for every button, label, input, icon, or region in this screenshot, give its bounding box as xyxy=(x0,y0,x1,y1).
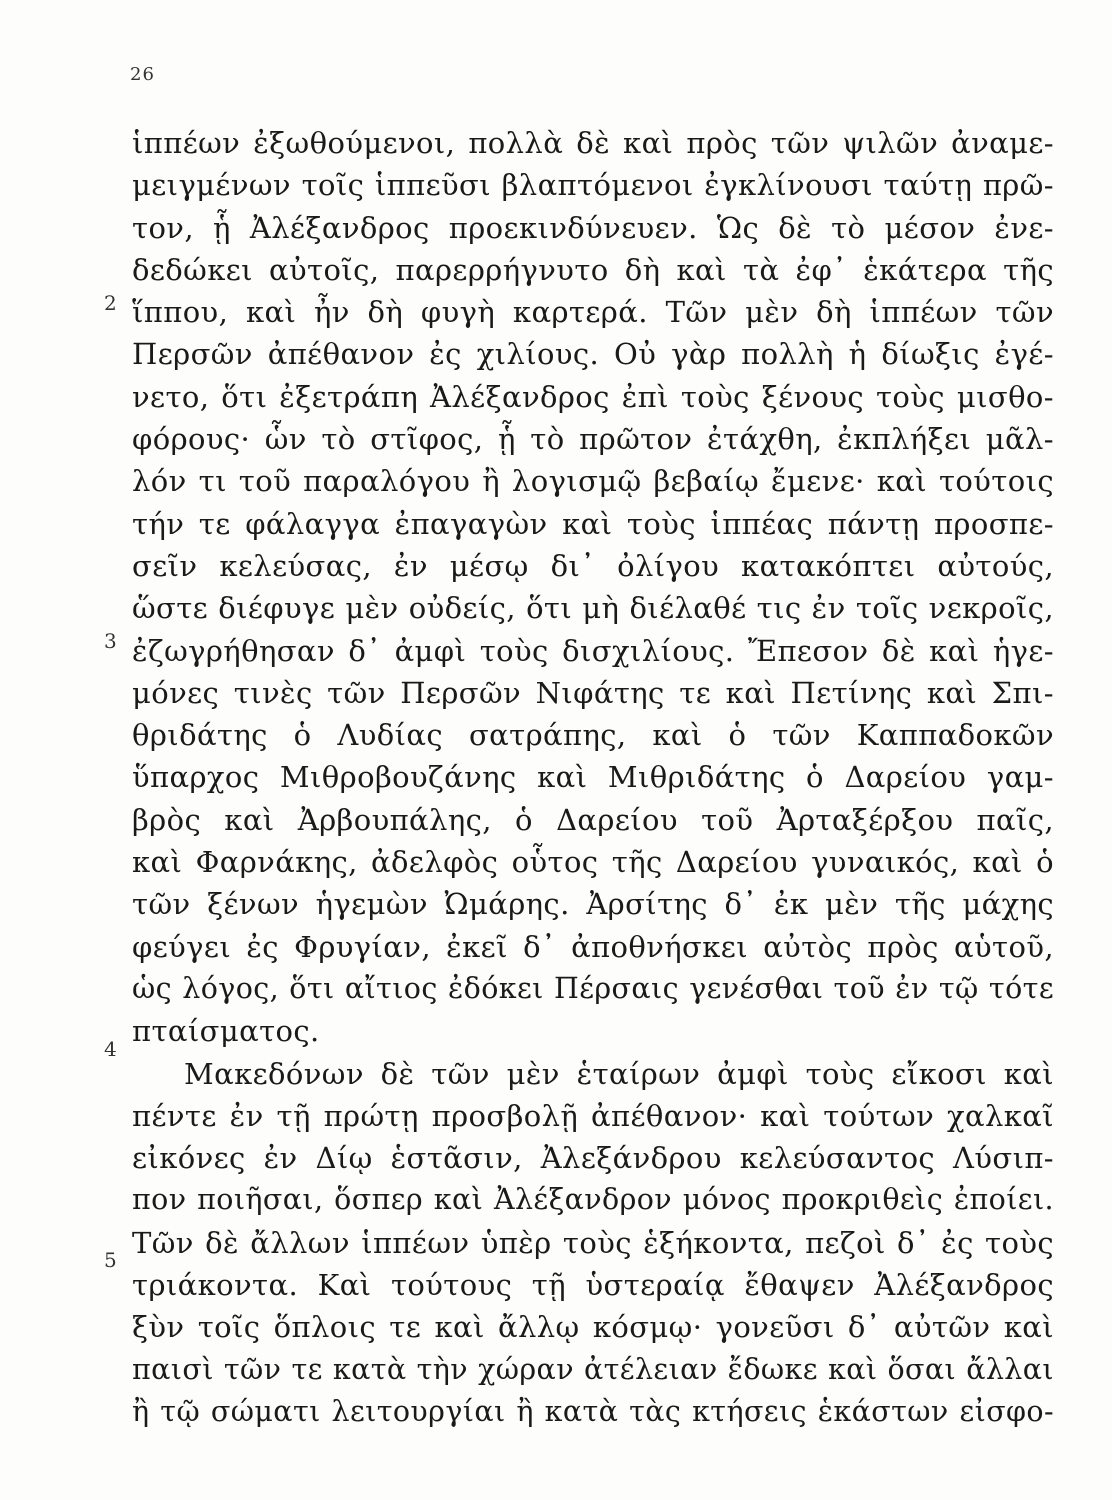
text-line: Τῶν δὲ ἄλλων ἱππέων ὑπὲρ τοὺς ἑξήκοντα, πεζοὶ δ᾽ ἐς τοὺς xyxy=(132,1225,1054,1260)
body-text xyxy=(132,122,1054,1433)
text-line: ξὺν τοῖς ὅπλοις τε καὶ ἄλλῳ κόσμῳ· γονεῦσι δ᾽ αὐτῶν καὶ xyxy=(132,1310,1054,1345)
section-marker-5: 5 xyxy=(104,1248,117,1272)
text-line: ἱππέων ἐξωθούμενοι, πολλὰ δὲ καὶ πρὸς τῶν ψιλῶν ἀναμε- xyxy=(132,126,1054,160)
text-line: νετο, ὅτι ἐξετράπη Ἀλέξανδρος ἐπὶ τοὺς ξένους τοὺς μισθο- xyxy=(132,379,1054,414)
section-marker-4: 4 xyxy=(104,1037,117,1061)
text-line: ἐζωγρήθησαν δ᾽ ἀμφὶ τοὺς δισχιλίους. Ἔπεσον δὲ καὶ ἡγε- xyxy=(132,633,1054,668)
text-line: καὶ Φαρνάκης, ἀδελφὸς οὗτος τῆς Δαρείου γυναικός, καὶ ὁ xyxy=(132,845,1054,880)
section-marker-3: 3 xyxy=(104,629,117,653)
text-line: βρὸς καὶ Ἀρβουπάλης, ὁ Δαρείου τοῦ Ἀρταξέρξου παῖς, xyxy=(132,802,1054,837)
text-line: ὥστε διέφυγε μὲν οὐδείς, ὅτι μὴ διέλαθέ τις ἐν τοῖς νεκροῖς, xyxy=(132,591,1054,626)
text-line: ἢ τῷ σώματι λειτουργίαι ἢ κατὰ τὰς κτήσεις ἑκάστων εἰσφο- xyxy=(132,1394,1054,1428)
text-line: δεδώκει αὐτοῖς, παρερρήγνυτο δὴ καὶ τὰ ἐφ᾽ ἑκάτερα τῆς xyxy=(132,252,1054,287)
text-line: τῶν ξένων ἡγεμὼν Ὠμάρης. Ἀρσίτης δ᾽ ἐκ μὲν τῆς μάχης xyxy=(132,887,1054,922)
text-line: Περσῶν ἀπέθανον ἐς χιλίους. Οὐ γὰρ πολλὴ ἡ δίωξις ἐγέ- xyxy=(132,337,1054,372)
text-line: τον, ᾗ Ἀλέξανδρος προεκινδύνευεν. Ὡς δὲ τὸ μέσον ἐνε- xyxy=(132,210,1054,245)
text-line: ἵππου, καὶ ἦν δὴ φυγὴ καρτερά. Τῶν μὲν δὴ ἱππέων τῶν xyxy=(132,295,1054,330)
text-line: πέντε ἐν τῇ πρώτῃ προσβολῇ ἀπέθανον· καὶ τούτων χαλκαῖ xyxy=(132,1098,1054,1133)
text-line: πταίσματος. xyxy=(132,1014,320,1049)
text-line: φεύγει ἐς Φρυγίαν, ἐκεῖ δ᾽ ἀποθνήσκει αὐτὸς πρὸς αὑτοῦ, xyxy=(132,929,1054,964)
text-line: Μακεδόνων δὲ τῶν μὲν ἑταίρων ἀμφὶ τοὺς εἴκοσι καὶ xyxy=(184,1056,1054,1091)
text-line: μόνες τινὲς τῶν Περσῶν Νιφάτης τε καὶ Πετίνης καὶ Σπι- xyxy=(132,675,1054,710)
text-line: εἰκόνες ἐν Δίῳ ἑστᾶσιν, Ἀλεξάνδρου κελεύσαντος Λύσιπ- xyxy=(132,1141,1054,1176)
text-line: ὡς λόγος, ὅτι αἴτιος ἐδόκει Πέρσαις γενέσθαι τοῦ ἐν τῷ τότε xyxy=(132,971,1054,1005)
text-line: σεῖν κελεύσας, ἐν μέσῳ δι᾽ ὀλίγου κατακόπτει αὐτούς, xyxy=(132,548,1054,583)
text-line: ὕπαρχος Μιθροβουζάνης καὶ Μιθριδάτης ὁ Δαρείου γαμ- xyxy=(132,760,1054,795)
text-line: τήν τε φάλαγγα ἐπαγαγὼν καὶ τοὺς ἱππέας πάντῃ προσπε- xyxy=(132,506,1054,541)
text-line: τριάκοντα. Καὶ τούτους τῇ ὑστεραίᾳ ἔθαψεν Ἀλέξανδρος xyxy=(132,1268,1054,1303)
text-line: πον ποιῆσαι, ὅσπερ καὶ Ἀλέξανδρον μόνος προκριθεὶς ἐποίει. xyxy=(132,1183,1054,1217)
text-line: φόρους· ὧν τὸ στῖφος, ᾗ τὸ πρῶτον ἐτάχθη, ἐκπλήξει μᾶλ- xyxy=(132,422,1054,457)
text-line: παισὶ τῶν τε κατὰ τὴν χώραν ἀτέλειαν ἔδωκε καὶ ὅσαι ἄλλαι xyxy=(132,1352,1054,1386)
text-line: λόν τι τοῦ παραλόγου ἢ λογισμῷ βεβαίῳ ἔμενε· καὶ τούτοις xyxy=(132,464,1054,499)
text-line: μειγμένων τοῖς ἱππεῦσι βλαπτόμενοι ἐγκλίνουσι ταύτῃ πρῶ- xyxy=(132,168,1054,203)
text-line: θριδάτης ὁ Λυδίας σατράπης, καὶ ὁ τῶν Καππαδοκῶν xyxy=(132,718,1054,753)
page-number: 26 xyxy=(130,64,155,85)
section-marker-2: 2 xyxy=(104,291,117,315)
